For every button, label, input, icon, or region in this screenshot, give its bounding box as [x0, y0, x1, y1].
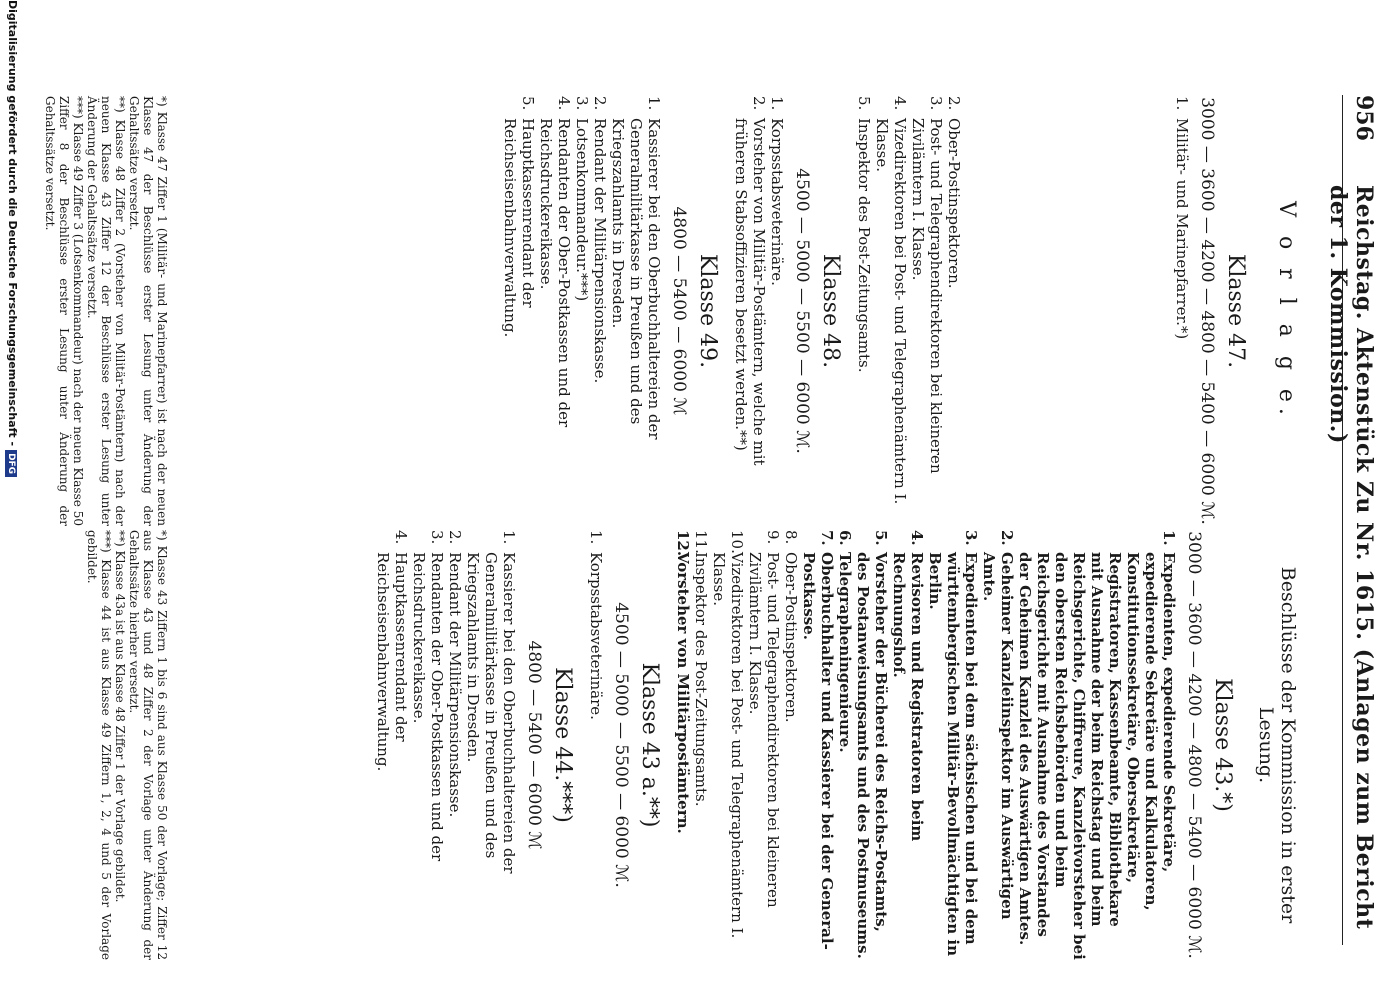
klasse-47-scale: 3000 — 3600 — 4200 — 4800 — 5400 — 6000 ℳ. — [1197, 97, 1217, 525]
klasse-43-scale: 3000 — 3600 — 4200 — 4800 — 5400 — 6000 ℳ. — [1184, 531, 1204, 959]
right-column-beschluesse — [59, 530, 1339, 960]
list-item: 1.Korpsstabsveterinäre. — [768, 96, 786, 286]
left-column-vorlage — [43, 96, 1339, 526]
klasse-43-list — [674, 530, 1178, 960]
klasse-48-scale: 4500 — 5000 — 5500 — 6000 ℳ. — [792, 168, 812, 454]
digitization-credit — [0, 0, 19, 1000]
page-number: 956 — [1351, 95, 1377, 141]
footnote: ***) Klasse 49 Ziffer 3 (Lotsenkommandeur) nach der neuen Klasse 50 Ziffer 8 der Beschlüsse erster Lesung unter Änderung der Gehaltssätze versetzt. — [43, 96, 85, 526]
list-item: 2.Vorsteher von Militär-Postämtern, welche mit früheren Stabsoffizieren besetzt werden.**) — [732, 96, 768, 466]
list-item: 9.Post- und Telegraphendirektoren bei kleineren Zivilämtern I. Klasse. — [746, 530, 782, 908]
klasse-43a-list — [587, 530, 605, 960]
left-footnotes — [43, 96, 169, 526]
list-item: 5.Vorsteher der Bücherei des Reichs-Postamts, des Postanweisungsamts und des Postmuseums. — [854, 530, 890, 959]
list-item: 4.Vizedirektoren bei Post- und Telegraphenämtern I. Klasse. — [873, 96, 909, 505]
klasse-43-title: Klasse 43.*) — [1210, 678, 1235, 812]
klasse-47-title: Klasse 47. — [1223, 253, 1248, 369]
klasse-48-title: Klasse 48. — [818, 253, 843, 369]
list-item: 1.Kassierer bei den Oberbuchhaltereien der Generalmilitärkasse in Preußen und des Kriegszahlamts in Dresden. — [464, 530, 518, 874]
list-item: 5.Inspektor des Post-Zeitungsamts. — [855, 96, 873, 373]
klasse-49-title: Klasse 49. — [695, 253, 720, 369]
list-item: 3.Lotsenkommandeur.***) — [573, 96, 591, 302]
klasse-47-list — [855, 96, 1191, 526]
list-item: 12.Vorsteher von Militärpostämtern. — [674, 530, 692, 834]
list-item: 4.Revisoren und Registratoren beim Rechnungshof. — [890, 530, 926, 842]
footnote: *) Klasse 43 Ziffern 1 bis 6 sind aus Klasse 50 der Vorlage; Ziffer 12 aus Klasse 43 und 48 Ziffer 2 der Vorlage unter Änderung der Gehaltssätze hierher versetzt. — [127, 530, 169, 960]
dfg-logo: DFG — [5, 450, 17, 477]
list-item: 11.Inspektor des Post-Zeitungsamts. — [692, 530, 710, 807]
klasse-49-list — [501, 96, 663, 526]
list-item: 1.Korpsstabsveterinäre. — [587, 530, 605, 720]
klasse-48-list — [732, 96, 786, 526]
list-item: 2.Geheimer Kanzleiinspektor im Auswärtigen Amte. — [980, 530, 1016, 920]
footnote: **) Klasse 43a ist aus Klasse 48 Ziffer 1 der Vorlage gebildet. — [113, 530, 127, 903]
list-item: 8.Ober-Postinspektoren. — [782, 530, 800, 723]
spacer — [963, 96, 1173, 526]
list-item: 1.Expedienten, expedierende Sekretäre, expedierende Sekretäre und Kalkulatoren, Konstitutionssekretäre, Obersekretäre, Registratoren, Kassenbeamte, Bibliothekare mit Ausnahme der beim Reichstag und beim Reichsgerichte, Chiffreure, Kanzleivorsteher bei den obersten Reichsbehörden und beim Reichsgerichte mit Ausnahme des Vorstandes der Geheimen Kanzlei des Auswärtigen Amtes. — [1016, 530, 1178, 960]
list-item: 1.Militär- und Marinepfarrer.*) — [1173, 96, 1191, 340]
list-item: 2.Rendant der Militärpensionskasse. — [591, 96, 609, 384]
footnote: **) Klasse 48 Ziffer 2 (Vorsteher von Militär-Postämtern) nach der neuen Klasse 43 Ziffer 12 der Beschlüsse erster Lesung unter Änderung der Gehaltssätze versetzt. — [85, 96, 127, 526]
list-item: 10.Vizedirektoren bei Post- und Telegraphenämtern I. Klasse. — [710, 530, 746, 939]
right-footnotes — [85, 530, 169, 960]
right-heading: Beschlüsse der Kommission in erster Lesung. — [1255, 566, 1299, 924]
footnote: *) Klasse 47 Ziffer 1 (Militär- und Marinepfarrer) ist nach der neuen Klasse 47 der Beschlüsse erster Lesung unter Änderung der Gehaltssätze versetzt. — [127, 96, 169, 526]
klasse-43a-title: Klasse 43 a.**) — [637, 662, 662, 828]
list-item: 2.Ober-Postinspektoren. — [945, 96, 963, 289]
klasse-43a-scale: 4500 — 5000 — 5500 — 6000 ℳ. — [611, 602, 631, 888]
page-header — [1325, 95, 1383, 945]
list-item: 3.Post- und Telegraphendirektoren bei kleineren Zivilämtern I. Klasse. — [909, 96, 945, 474]
list-item: 7.Oberbuchhalter und Kassierer bei der General-Postkasse. — [800, 530, 836, 950]
credit-text: Digitalisierung gefördert durch die Deutsche Forschungsgemeinschaft - — [6, 0, 19, 447]
klasse-44-scale: 4800 — 5400 — 6000 ℳ — [524, 640, 544, 850]
list-item: 3.Rendanten der Ober-Postkassen und der Reichsdruckereikasse. — [410, 530, 446, 862]
footnote: ***) Klasse 44 ist aus Klasse 49 Ziffern 1, 2, 4 und 5 der Vorlage gebildet. — [85, 530, 113, 960]
page-title: Reichstag. Aktenstück Zu Nr. 1615. (Anlagen zum Bericht der 1. Kommission.) — [1325, 185, 1377, 930]
list-item: 4.Hauptkassenrendant der Reichseisenbahnverwaltung. — [374, 530, 410, 772]
klasse-44-title: Klasse 44.***) — [550, 667, 575, 823]
klasse-44-list — [374, 530, 518, 960]
klasse-49-scale: 4800 — 5400 — 6000 ℳ — [669, 206, 689, 416]
list-item: 2.Rendant der Militärpensionskasse. — [446, 530, 464, 818]
list-item: 3.Expedienten bei dem sächsischen und bei dem württembergischen Militär-Bevollmächtigten in Berlin. — [926, 530, 980, 957]
list-item: 6.Telegrapheningenieure. — [836, 530, 854, 753]
list-item: 1.Kassierer bei den Oberbuchhaltereien der Generalmilitärkasse in Preußen und des Kriegszahlamts in Dresden. — [609, 96, 663, 440]
list-item: 5.Hauptkassenrendant der Reichseisenbahnverwaltung. — [501, 96, 537, 338]
list-item: 4.Rendanten der Ober-Postkassen und der Reichsdruckereikasse. — [537, 96, 573, 428]
left-heading: V o r l a g e. — [1274, 201, 1299, 421]
